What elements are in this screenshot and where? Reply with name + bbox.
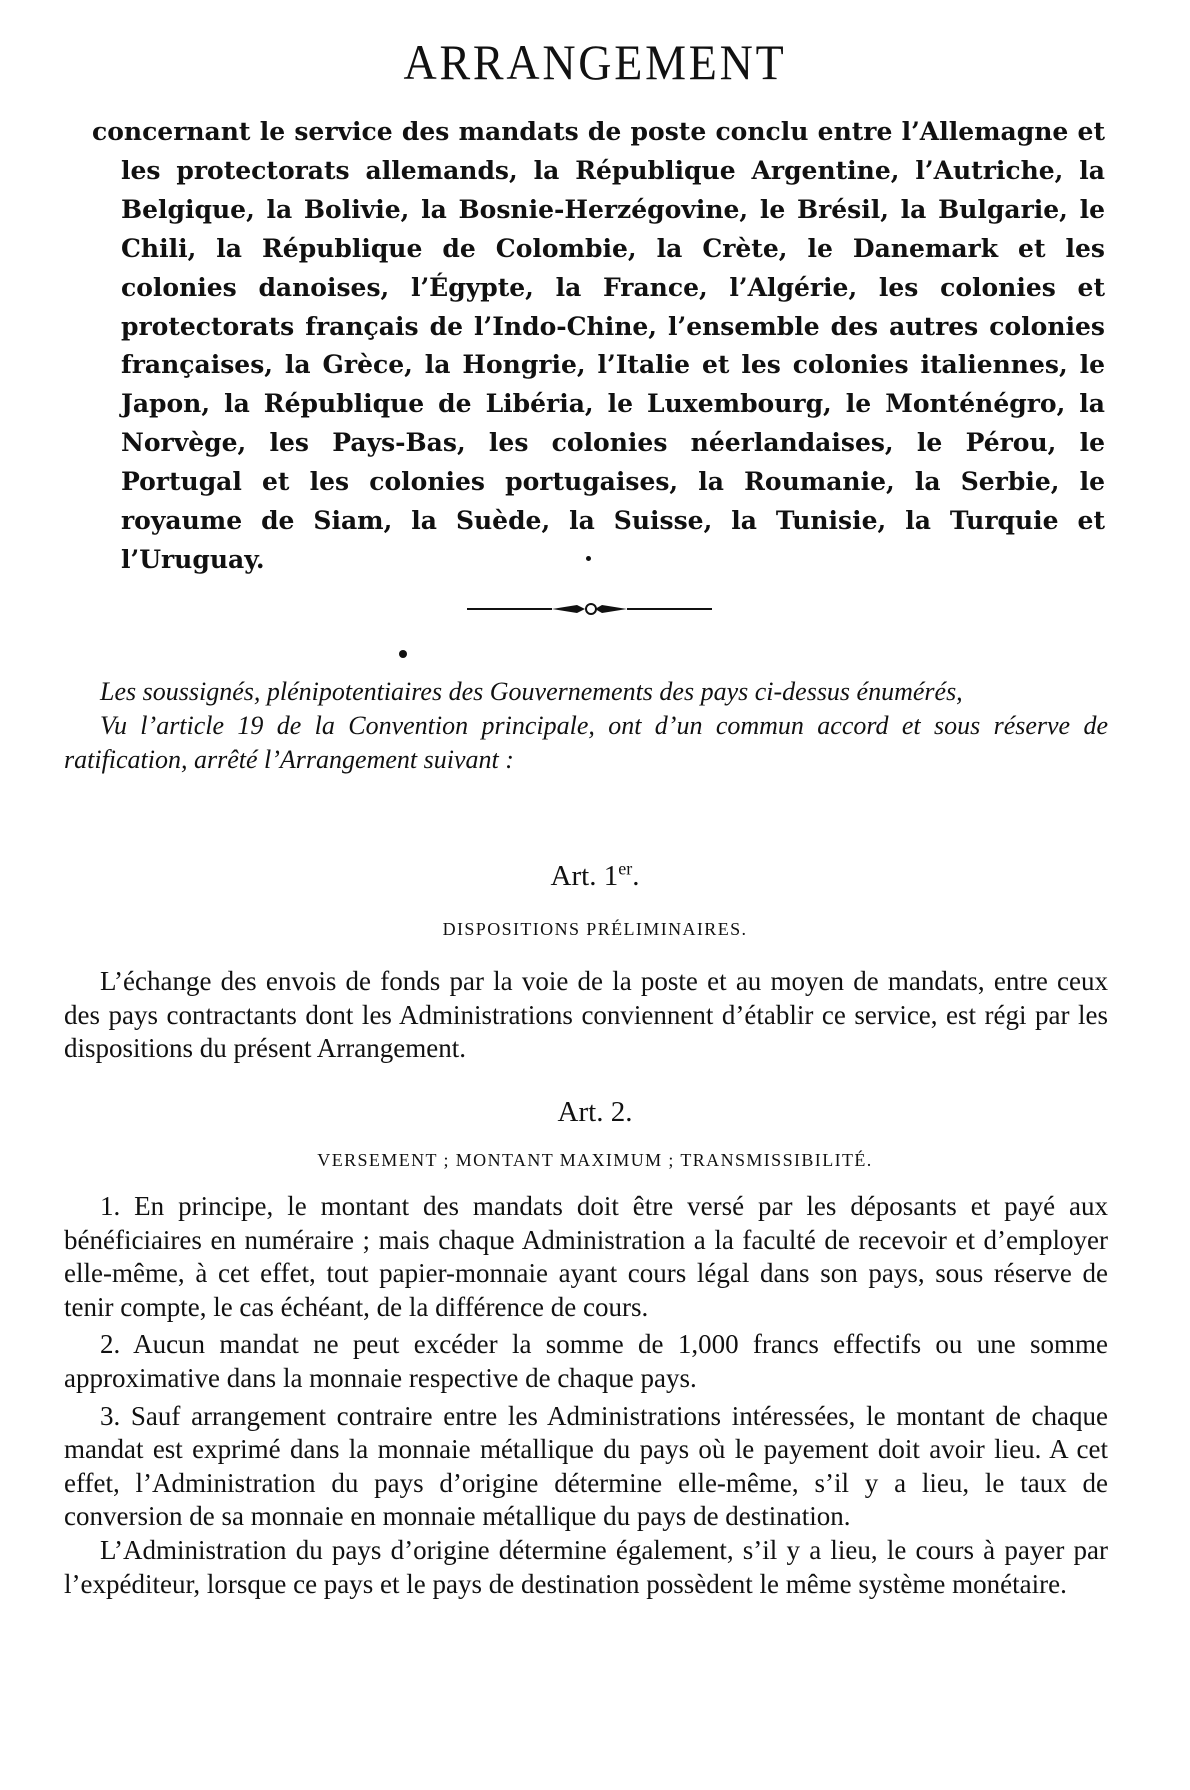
article-paragraph: L’Administration du pays d’origine détermine également, s’il y a lieu, le cours à payer par l’expéditeur, lorsque ce pays et le pays de destination possèdent le même système monétaire. bbox=[64, 1534, 1108, 1599]
document-subtitle: concernant le service des mandats de poste conclu entre l’Allemagne et les protectorats allemands, la République Argentine, l’Autriche, la Belgique, la Bolivie, la Bosnie-Herzégovine, le Brésil, la Bulgarie, le Chili, la République de Colombie, la Crète, le Danemark et les colonies danoises, l’Égypte, la France, l’Algérie, les colonies et protectorats français de l’Indo-Chine, l’ensemble des autres colonies françaises, la Grèce, la Hongrie, l’Italie et les colonies italiennes, le Japon, la République de Libéria, le Luxembourg, le Monténégro, la Norvège, les Pays-Bas, les colonies néerlandaises, le Pérou, le Portugal et les colonies portugaises, la Roumanie, la Serbie, le royaume de Siam, la Suède, la Suisse, la Tunisie, la Turquie et l’Uruguay. bbox=[92, 117, 1105, 574]
document-title: ARRANGEMENT bbox=[403, 34, 787, 90]
article-1-title bbox=[0, 858, 1190, 894]
article-1-heading: DISPOSITIONS PRÉLIMINAIRES. bbox=[442, 919, 748, 939]
article-paragraph: 1. En principe, le montant des mandats doit être versé par les déposants et payé aux bénéficiaires en numéraire ; mais chaque Administration a la faculté de recevoir et d’employer elle-même, à cet effet, tout papier-monnaie ayant cours légal dans son pays, sous réserve de tenir compte, le cas échéant, de la différence de cours. bbox=[64, 1191, 1108, 1322]
article-2-body bbox=[64, 1190, 1108, 1601]
preamble-paragraph: Les soussignés, plénipotentiaires des Gouvernements des pays ci-dessus énumérés, bbox=[100, 677, 963, 706]
preamble bbox=[64, 675, 1108, 777]
article-1-body bbox=[64, 965, 1108, 1066]
article-paragraph: 2. Aucun mandat ne peut excéder la somme de 1,000 francs effectifs ou une somme approximative dans la monnaie respective de chaque pays. bbox=[64, 1329, 1108, 1393]
preamble-paragraph: Vu l’article 19 de la Convention principale, ont d’un commun accord et sous réserve de ratification, arrêté l’Arrangement suivant : bbox=[64, 711, 1108, 774]
article-2-title: Art. 2. bbox=[557, 1096, 633, 1128]
article-1-title-text: Art. 1 bbox=[550, 860, 619, 892]
ornament-divider bbox=[467, 599, 712, 619]
article-paragraph: L’échange des envois de fonds par la voie de la poste et au moyen de mandats, entre ceux des pays contractants dont les Administrations conviennent d’établir ce service, est régi par les dispositions du présent Arrangement. bbox=[64, 966, 1108, 1064]
article-1-title-superscript: er bbox=[618, 858, 633, 879]
stray-mark bbox=[586, 556, 591, 561]
article-paragraph: 3. Sauf arrangement contraire entre les Administrations intéressées, le montant de chaque mandat est exprimé dans la monnaie métallique du pays où le payement doit avoir lieu. A cet effet, l’Administration du pays d’origine détermine elle-même, s’il y a lieu, le taux de conversion de sa monnaie en monnaie métallique du pays de destination. bbox=[64, 1400, 1108, 1532]
stray-mark bbox=[399, 650, 407, 658]
article-1-title-period: . bbox=[632, 860, 640, 892]
article-2-heading: VERSEMENT ; MONTANT MAXIMUM ; TRANSMISSIBILITÉ. bbox=[317, 1150, 873, 1170]
